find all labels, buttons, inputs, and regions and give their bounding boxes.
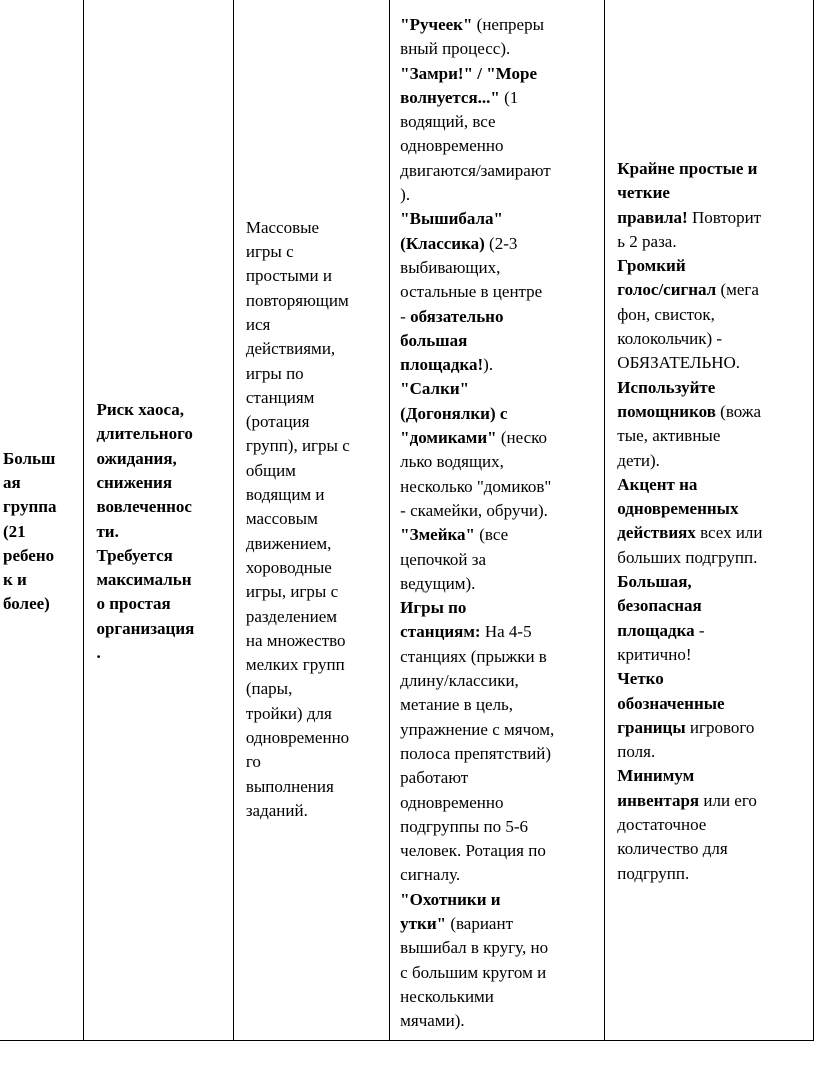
tip-item: Громкий голос/сигнал (мега фон, свисток, колокольчик) - ОБЯЗАТЕЛЬНО.: [617, 256, 759, 373]
tip-item: Акцент на одновременных действиях всех или больших подгрупп.: [617, 474, 763, 567]
game-types-cell: Массовые игры с простыми и повторяющим ися действиями, игры по станциям (ротация групп), игры с общим водящим и массовым движением, хороводные игры, игры с разделением на множество мелких групп (пары, тройки) для одновременно го выполнения заданий.: [233, 0, 389, 1041]
example-item: "Салки" (Догонялки) с "домиками" (неско лько водящих, несколько "домиков" - скамейки, обручи).: [400, 379, 552, 520]
tip-item: Используйте помощников (вожа тые, активные дети).: [617, 377, 762, 470]
example-item: "Охотники и утки" (вариант вышибал в кругу, но с большим кругом и несколькими мячами).: [400, 889, 549, 1031]
tip-item: Четко обозначенные границы игрового поля.: [617, 669, 755, 762]
group-size-text: Больш ая группа (21 ребено к и более): [3, 448, 57, 614]
examples-cell: [390, 0, 605, 1041]
risk-text: Риск хаоса, длительного ожидания, снижения вовлеченнос ти. Требуется максимальн о простая организация .: [96, 400, 195, 662]
tip-item: Крайне простые и четкие правила! Повторит ь 2 раза.: [617, 159, 762, 251]
example-item: Игры по станциям: На 4-5 станциях (прыжки в длину/классики, метание в цель, упражнение с мячом, полоса препятствий) работают одновременно подгруппы по 5-6 человек. Ротация по сигналу.: [400, 598, 555, 885]
example-item: "Змейка" (все цепочкой за ведущим).: [400, 525, 509, 593]
tip-item: Большая, безопасная площадка - критично!: [617, 572, 705, 664]
group-size-cell: [0, 0, 84, 1041]
risk-cell: [84, 0, 233, 1041]
tips-cell: [605, 0, 814, 1041]
tip-item: Минимум инвентаря или его достаточное количество для подгрупп.: [617, 766, 757, 883]
example-item: "Вышибала" (Классика) (2-3 выбивающих, остальные в центре - обязательно большая площадка!).: [400, 209, 543, 375]
example-item: "Ручеек" (непреры вный процесс). "Замри!" / "Море волнуется..." (1 водящий, все одновременно двигаются/замирают ).: [400, 15, 551, 205]
